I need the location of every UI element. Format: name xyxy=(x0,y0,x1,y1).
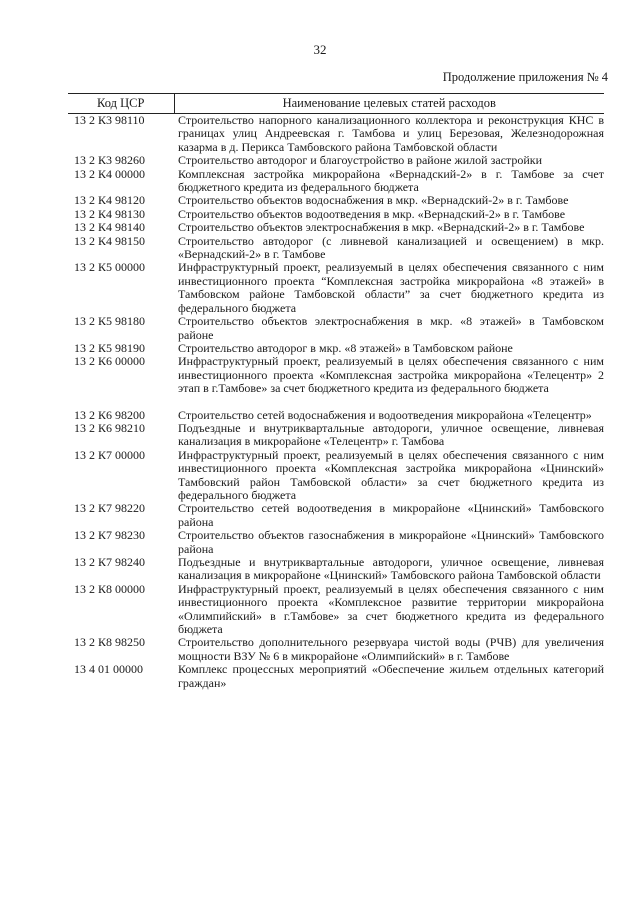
row-name: Строительство автодорог в мкр. «8 этажей» в Тамбовском районе xyxy=(178,340,513,355)
row-name: Комплекс процессных мероприятий «Обеспечение жильем отдельных категорий граждан» xyxy=(178,662,604,690)
row-code: 13 2 К3 98110 xyxy=(74,113,145,127)
table-row xyxy=(68,194,604,207)
table-header-row xyxy=(68,94,604,114)
row-code: 13 2 К5 98180 xyxy=(74,314,146,329)
row-name: Строительство объектов водоснабжения в мкр. «Вернадский-2» в г. Тамбове xyxy=(178,193,569,208)
row-name: Инфраструктурный проект, реализуемый в целях обеспечения связанного с ним инвестиционного проекта «Комплексное развитие территории микрорайона «Олимпийский» в г.Тамбове» за счет бюджетного кредита из федерального бюджета xyxy=(178,581,604,637)
row-code: 13 2 К4 98150 xyxy=(74,233,146,248)
budget-items-table xyxy=(68,93,604,690)
page-number: 32 xyxy=(313,42,327,57)
row-name: Строительство сетей водоотведения в микрорайоне «Цнинский» Тамбовского района xyxy=(178,501,604,529)
table-row xyxy=(68,636,604,663)
table-row xyxy=(68,235,604,262)
row-code: 13 2 К5 98190 xyxy=(74,340,146,355)
row-code: 13 2 К8 00000 xyxy=(74,581,146,596)
table-row xyxy=(68,261,604,315)
row-code: 13 2 К6 00000 xyxy=(74,354,146,369)
row-name: Строительство объектов водоотведения в мкр. «Вернадский-2» в г. Тамбове xyxy=(178,206,566,221)
row-code: 13 2 К4 00000 xyxy=(74,166,146,181)
row-name: Строительство автодорог (с ливневой канализацией и освещением) в мкр. «Вернадский-2» в г. Тамбове xyxy=(178,233,604,262)
row-code: 13 2 К6 98200 xyxy=(74,407,146,422)
table-row xyxy=(68,583,604,637)
table-row xyxy=(68,556,604,583)
table-row xyxy=(68,168,604,195)
row-name: Строительство сетей водоснабжения и водоотведения микрорайона «Телецентр» xyxy=(178,407,592,422)
table-row xyxy=(68,221,604,234)
column-header-code: Код ЦСР xyxy=(68,94,174,114)
table-row xyxy=(68,315,604,342)
table-row xyxy=(68,355,604,408)
row-code: 13 2 К6 98210 xyxy=(74,420,146,435)
row-name: Строительство объектов электроснабжения в мкр. «Вернадский-2» в г. Тамбове xyxy=(178,220,585,235)
row-name: Строительство автодорог и благоустройство в районе жилой застройки xyxy=(178,153,543,168)
row-code: 13 2 К3 98260 xyxy=(74,153,146,168)
row-code: 13 4 01 00000 xyxy=(74,662,143,677)
row-code: 13 2 К8 98250 xyxy=(74,635,146,650)
row-code: 13 2 К4 98120 xyxy=(74,193,146,208)
row-name: Комплексная застройка микрорайона «Вернадский-2» в г. Тамбове за счет бюджетного кредита из федерального бюджета xyxy=(178,166,604,195)
row-name: Строительство объектов газоснабжения в микрорайоне «Цнинский» Тамбовского района xyxy=(178,528,604,556)
row-code: 13 2 К7 98240 xyxy=(74,555,146,569)
table-row xyxy=(68,502,604,529)
row-code: 13 2 К7 00000 xyxy=(74,447,146,462)
row-name: Строительство дополнительного резервуара чистой воды (РЧВ) для увеличения мощности ВЗУ № 6 в микрорайоне «Олимпийский» в г. Тамбове xyxy=(178,635,604,663)
row-name: Подъездные и внутриквартальные автодороги, уличное освещение, ливневая канализация в микрорайоне «Цнинский» Тамбовского района Тамбовской области xyxy=(178,555,604,583)
table-row xyxy=(68,208,604,221)
table-row xyxy=(68,114,604,155)
table-row xyxy=(68,409,604,422)
table-row xyxy=(68,154,604,167)
appendix-continuation-label: Продолжение приложения № 4 xyxy=(442,70,608,84)
row-name: Строительство напорного канализационного коллектора и реконструкция КНС в границах улиц Андреевская г. Тамбова и улиц Березовая, Железнодорожная казарма в д. Перикса Тамбовского района Тамбовской области xyxy=(178,113,604,154)
row-name: Инфраструктурный проект, реализуемый в целях обеспечения связанного с ним инвестиционного проекта “Комплексная застройка микрорайона «8 этажей» в Тамбовском районе Тамбовской области” за счет бюджетного кредита из федерального бюджета xyxy=(178,260,604,315)
row-code: 13 2 К4 98140 xyxy=(74,220,146,235)
table-row xyxy=(68,663,604,690)
row-name: Инфраструктурный проект, реализуемый в целях обеспечения связанного с ним инвестиционного проекта «Комплексная застройка микрорайона «Телецентр» 2 этап в г.Тамбове» за счет бюджетного кредита из федерального бюджета xyxy=(178,354,604,396)
table-row xyxy=(68,449,604,503)
row-name: Строительство объектов электроснабжения в мкр. «8 этажей» в Тамбовском районе xyxy=(178,314,604,342)
row-code: 13 2 К5 00000 xyxy=(74,260,146,275)
table-row xyxy=(68,529,604,556)
row-code: 13 2 К4 98130 xyxy=(74,206,146,221)
table-row xyxy=(68,422,604,449)
row-name: Инфраструктурный проект, реализуемый в целях обеспечения связанного с ним инвестиционного проекта «Комплексная застройка микрорайона «Цнинский» Тамбовский район Тамбовской области» за счет бюджетного кредита из федерального бюджета xyxy=(178,447,604,502)
table-row xyxy=(68,342,604,355)
column-header-name: Наименование целевых статей расходов xyxy=(174,94,604,114)
row-code: 13 2 К7 98220 xyxy=(74,501,146,516)
row-name: Подъездные и внутриквартальные автодороги, уличное освещение, ливневая канализация в микрорайоне «Телецентр» г. Тамбова xyxy=(178,420,604,449)
row-code: 13 2 К7 98230 xyxy=(74,528,146,543)
